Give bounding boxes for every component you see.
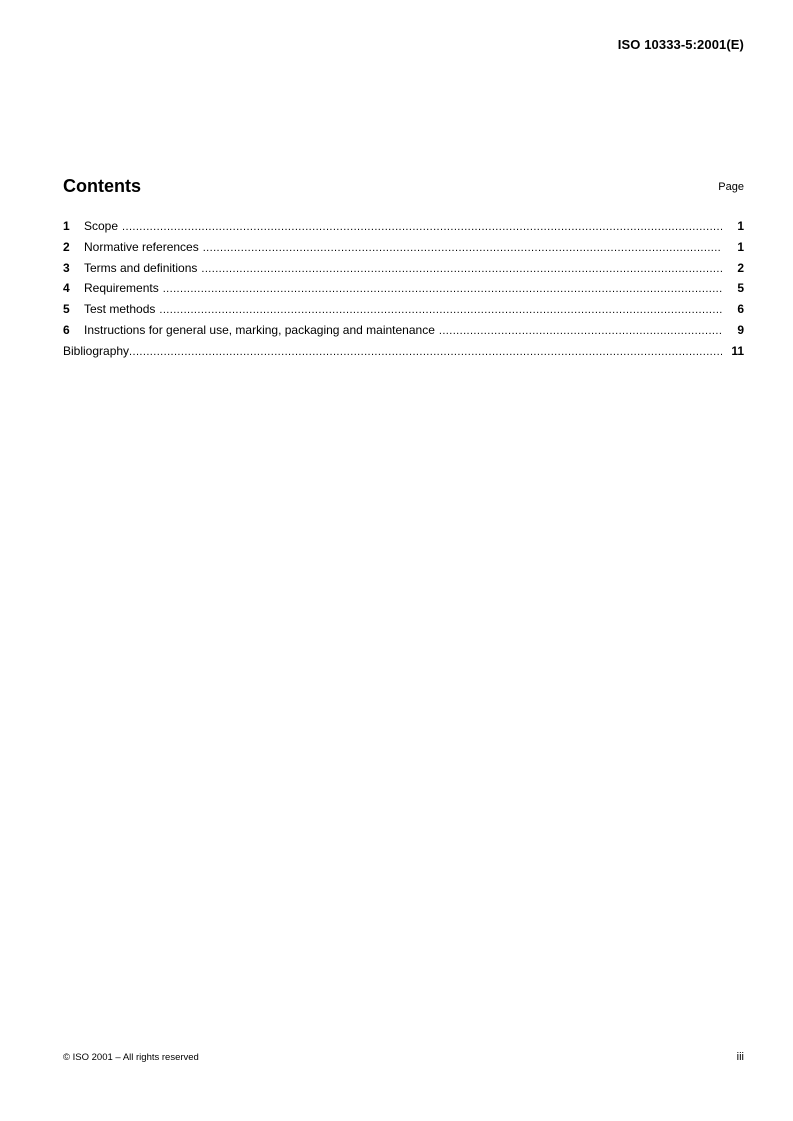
toc-entry-number: 5 <box>63 302 70 317</box>
toc-dot-leader <box>439 325 722 337</box>
toc-dot-leader <box>129 346 722 358</box>
toc-entry-page: 9 <box>737 322 744 337</box>
toc-entry-number: 2 <box>63 239 70 254</box>
toc-entry-title: Bibliography <box>63 343 130 358</box>
toc-dot-leader <box>159 304 722 316</box>
toc-dot-leader <box>122 221 722 233</box>
toc-entry-number: 6 <box>63 322 70 337</box>
toc-dot-leader <box>163 283 722 295</box>
toc-entry-bibliography[interactable] <box>63 344 744 365</box>
toc-entry-page: 1 <box>737 219 744 233</box>
toc-entry-title: Scope <box>84 219 119 233</box>
toc-entry-page: 11 <box>731 343 744 358</box>
toc-entry-page: 6 <box>737 302 744 317</box>
toc-entry-number: 3 <box>63 260 70 275</box>
toc-entry-number: 1 <box>63 219 70 233</box>
toc-dot-leader <box>201 263 722 275</box>
toc-entry-title: Terms and definitions <box>84 260 198 275</box>
toc-entry-title: Test methods <box>84 302 156 317</box>
toc-entry-test-methods[interactable] <box>63 302 744 323</box>
toc-entry-number: 4 <box>63 281 70 296</box>
toc-entry-requirements[interactable] <box>63 281 744 302</box>
page-footer <box>63 1051 744 1065</box>
toc-entry-title: Instructions for general use, marking, packaging and maintenance <box>84 322 435 337</box>
toc-entry-normative-references[interactable] <box>63 240 744 261</box>
toc-dot-leader <box>203 242 722 254</box>
toc-entry-title: Requirements <box>84 281 159 296</box>
table-of-contents <box>63 219 744 365</box>
copyright-notice: © ISO 2001 – All rights reserved <box>63 1052 199 1063</box>
toc-entry-page: 2 <box>737 260 744 275</box>
toc-entry-instructions[interactable] <box>63 323 744 344</box>
toc-entry-scope[interactable] <box>63 219 744 240</box>
page-number: iii <box>736 1051 744 1063</box>
toc-entry-page: 1 <box>737 239 744 254</box>
document-id-header: ISO 10333-5:2001(E) <box>617 37 744 52</box>
contents-title: Contents <box>63 176 141 196</box>
contents-heading-row <box>63 176 744 200</box>
toc-entry-page: 5 <box>737 281 744 296</box>
toc-entry-title: Normative references <box>84 239 199 254</box>
toc-entry-terms-and-definitions[interactable] <box>63 261 744 282</box>
page-column-label: Page <box>718 181 744 193</box>
